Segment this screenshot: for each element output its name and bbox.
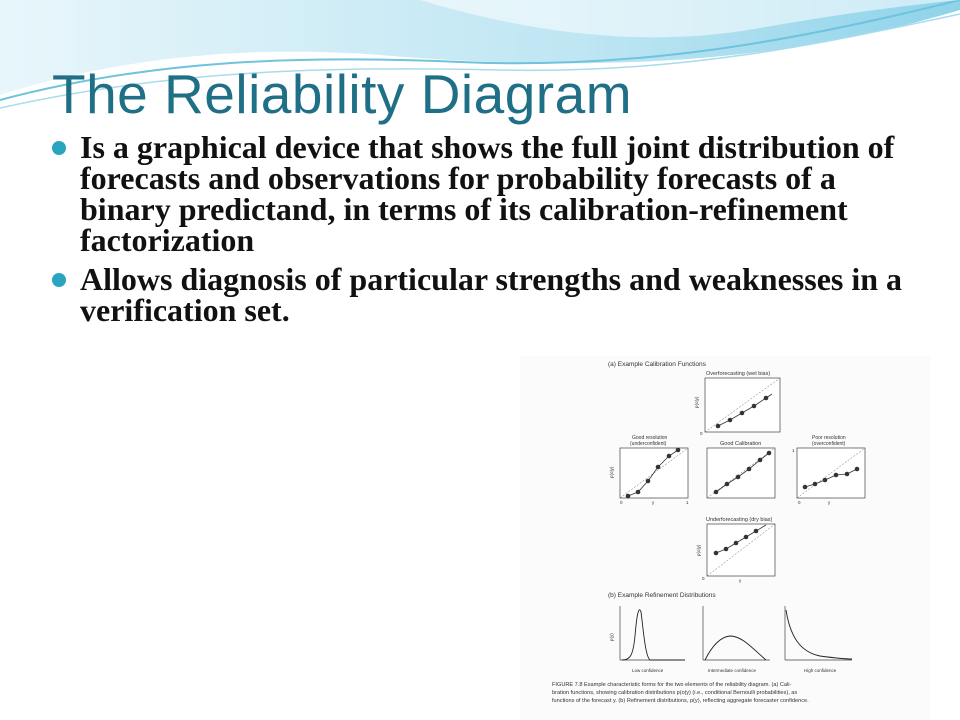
reliability-diagram-figure bbox=[520, 356, 930, 720]
section-a-title: (a) Example Calibration Functions bbox=[608, 361, 706, 368]
axis-one-label: 1 bbox=[792, 448, 795, 453]
bullet-item bbox=[50, 129, 930, 258]
panel-subtitle: (underconfident) bbox=[630, 441, 667, 447]
panel-underforecasting bbox=[696, 517, 775, 583]
slide-title: The Reliability Diagram bbox=[52, 63, 633, 125]
panel-overforecasting bbox=[694, 371, 780, 436]
y-axis-label: p(o|y) bbox=[694, 396, 699, 408]
figure-caption-line: bration functions, showing calibration distributions p(o|y) (i.e., conditional Bernoulli probabilities), as bbox=[552, 690, 798, 696]
y-axis-label: p(y) bbox=[609, 633, 614, 641]
figure-caption-line: FIGURE 7.8 Example characteristic forms for the two elements of the reliability diagram. (a) Cali- bbox=[552, 682, 792, 688]
refinement-caption: High confidence bbox=[804, 668, 837, 673]
bullet-list bbox=[50, 129, 930, 334]
refinement-caption: Low confidence bbox=[632, 668, 664, 673]
axis-zero-label: 0 bbox=[798, 500, 801, 505]
axis-zero-label: 0 bbox=[620, 500, 623, 505]
axis-one-label: 1 bbox=[686, 500, 689, 505]
panel-title: Overforecasting (wet bias) bbox=[706, 371, 771, 377]
bullet-text: Is a graphical device that shows the full joint distribution of forecasts and observations for probability forecasts of a binary predictand, in terms of its calibration-refinement factorization bbox=[80, 129, 895, 258]
bullet-item bbox=[50, 261, 930, 328]
figure-caption-line: functions of the forecast y. (b) Refinement distributions, p(y), reflecting aggregate forecaster confidence. bbox=[552, 698, 809, 704]
panel-subtitle: (overconfident) bbox=[812, 441, 846, 447]
x-axis-label: y bbox=[828, 500, 831, 505]
y-axis-label: p(o|y) bbox=[696, 544, 701, 556]
x-axis-label: y bbox=[652, 500, 655, 505]
axis-zero-label: 0 bbox=[702, 576, 705, 581]
x-axis-label: y bbox=[739, 578, 742, 583]
bullet-dot-icon bbox=[52, 141, 66, 155]
panel-title: Poor resolution bbox=[812, 435, 846, 441]
axis-zero-label: 0 bbox=[700, 431, 703, 436]
panel-title: Underforecasting (dry bias) bbox=[706, 517, 773, 523]
panel-good-calibration bbox=[707, 441, 775, 498]
bullet-dot-icon bbox=[52, 273, 66, 287]
section-b-title: (b) Example Refinement Distributions bbox=[608, 592, 716, 599]
y-axis-label: p(o|y) bbox=[609, 466, 614, 478]
panel-title: Good resolution bbox=[632, 435, 668, 441]
refinement-caption: Intermediate confidence bbox=[708, 668, 757, 673]
bullet-text: Allows diagnosis of particular strengths and weaknesses in a verification set. bbox=[80, 261, 903, 328]
panel-title: Good Calibration bbox=[720, 441, 762, 447]
